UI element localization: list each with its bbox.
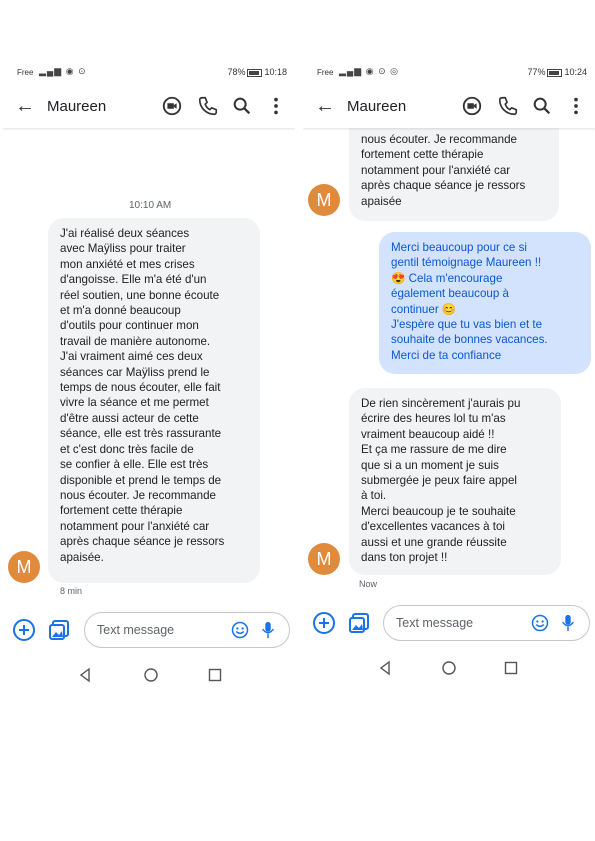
status-right bbox=[227, 67, 287, 77]
message-line: 😍 Cela m'encourage bbox=[391, 271, 503, 285]
message-line: après chaque séance je ressors bbox=[60, 535, 225, 549]
message-line: continuer 😊 bbox=[391, 302, 457, 316]
phone-icon[interactable] bbox=[197, 95, 219, 117]
message-line: notamment pour l'anxiété car bbox=[361, 163, 511, 177]
search-icon[interactable] bbox=[531, 95, 553, 117]
incoming-message-bubble[interactable] bbox=[349, 388, 561, 575]
message-line: vraiment beaucoup aidé !! bbox=[361, 427, 495, 441]
message-line: J'ai vraiment aimé ces deux bbox=[60, 350, 203, 364]
message-line: Merci beaucoup pour ce si bbox=[391, 241, 527, 254]
more-options-icon[interactable] bbox=[565, 95, 587, 117]
more-options-icon[interactable] bbox=[265, 95, 287, 117]
right-screenshot bbox=[303, 58, 595, 698]
message-line: mon anxiété et mes crises bbox=[60, 257, 195, 271]
battery-percent: 78% bbox=[227, 67, 246, 77]
message-line: apaisée bbox=[361, 194, 402, 208]
system-nav-bar bbox=[303, 657, 595, 681]
message-line: réel soutien, une bonne écoute bbox=[60, 288, 220, 302]
message-line: et c'est donc très facile de bbox=[60, 442, 194, 456]
gallery-icon[interactable] bbox=[347, 611, 371, 635]
message-line: fortement cette thérapie bbox=[60, 504, 183, 518]
battery-icon bbox=[547, 69, 562, 77]
outgoing-message-bubble[interactable] bbox=[379, 232, 591, 374]
phone-icon[interactable] bbox=[497, 95, 519, 117]
message-time-now: Now bbox=[359, 579, 378, 589]
microphone-icon[interactable] bbox=[261, 621, 275, 639]
top-app-bar bbox=[3, 86, 295, 128]
search-icon[interactable] bbox=[231, 95, 253, 117]
message-line: dans ton projet !! bbox=[361, 551, 448, 565]
incoming-message-bubble[interactable] bbox=[48, 218, 260, 583]
message-line: Merci beaucoup je te souhaite bbox=[361, 504, 516, 518]
battery-icon bbox=[247, 69, 262, 77]
add-icon[interactable] bbox=[12, 618, 36, 642]
message-line: d'excellentes vacances à toi bbox=[361, 520, 505, 534]
avatar[interactable]: M bbox=[308, 184, 340, 216]
avatar[interactable]: M bbox=[308, 543, 340, 575]
clock: 10:18 bbox=[264, 67, 287, 77]
message-line: d'être aussi acteur de cette bbox=[60, 411, 199, 425]
message-line: également beaucoup à bbox=[391, 287, 509, 301]
message-line: écrire des heures lol tu m'as bbox=[361, 412, 506, 426]
message-line: d'angoisse. Elle m'a été d'un bbox=[60, 273, 207, 287]
system-nav-bar bbox=[3, 664, 295, 688]
message-line: séance, elle est très rassurante bbox=[60, 427, 222, 441]
gallery-icon[interactable] bbox=[47, 618, 71, 642]
add-icon[interactable] bbox=[312, 611, 336, 635]
clock: 10:24 bbox=[564, 67, 587, 77]
message-line: De rien sincèrement j'aurais pu bbox=[361, 397, 521, 410]
contact-name: Maureen bbox=[47, 98, 107, 115]
message-line: submergée je peux faire appel bbox=[361, 474, 517, 488]
message-line: nous écouter. Je recommande bbox=[361, 133, 517, 146]
message-line: souhaite de bonnes vacances. bbox=[391, 333, 548, 347]
message-line: Et ça me rassure de me dire bbox=[361, 443, 507, 457]
carrier-label: Free bbox=[317, 68, 334, 77]
compose-bar bbox=[303, 601, 595, 645]
message-line: J'ai réalisé deux séances bbox=[60, 227, 190, 240]
nav-home-icon[interactable] bbox=[143, 667, 159, 683]
message-line: notamment pour l'anxiété car bbox=[60, 519, 210, 533]
message-line: travail de manière autonome. bbox=[60, 334, 211, 348]
nav-recents-icon[interactable] bbox=[207, 667, 223, 683]
message-line: séances car Maÿliss prend le bbox=[60, 365, 210, 379]
video-call-icon[interactable] bbox=[461, 95, 483, 117]
message-line: gentil témoignage Maureen !! bbox=[391, 256, 542, 270]
message-input-placeholder: Text message bbox=[97, 623, 175, 637]
message-list bbox=[3, 128, 295, 618]
message-line: avec Maÿliss pour traiter bbox=[60, 242, 186, 256]
message-line: d'outils pour continuer mon bbox=[60, 319, 199, 333]
message-line: temps de nous écouter, elle fait bbox=[60, 381, 221, 395]
contact-name: Maureen bbox=[347, 98, 407, 115]
message-line: aussi et une grande réussite bbox=[361, 535, 507, 549]
status-bar bbox=[303, 58, 595, 84]
message-line: nous écouter. Je recommande bbox=[60, 488, 216, 502]
compose-bar bbox=[3, 608, 295, 652]
message-line: se confier à elle. Elle est très bbox=[60, 458, 209, 472]
message-line: fortement cette thérapie bbox=[361, 148, 484, 162]
status-right bbox=[527, 67, 587, 77]
back-arrow-icon[interactable]: ← bbox=[15, 95, 35, 117]
message-timestamp: 10:10 AM bbox=[129, 200, 172, 211]
microphone-icon[interactable] bbox=[561, 614, 575, 632]
signal-icons: ▂▄▆ ◉ ⊙ ◎ bbox=[339, 66, 399, 76]
battery-percent: 77% bbox=[527, 67, 546, 77]
message-time-ago: 8 min bbox=[60, 586, 83, 596]
status-bar bbox=[3, 58, 295, 84]
top-app-bar bbox=[303, 86, 595, 128]
signal-icons: ▂▄▆ ◉ ⊙ bbox=[39, 66, 87, 76]
video-call-icon[interactable] bbox=[161, 95, 183, 117]
nav-home-icon[interactable] bbox=[441, 660, 457, 676]
nav-back-icon[interactable] bbox=[77, 667, 93, 683]
incoming-message-bubble-partial[interactable] bbox=[349, 112, 559, 221]
carrier-label: Free bbox=[17, 68, 34, 77]
message-line: après chaque séance je ressors bbox=[361, 179, 526, 193]
emoji-icon[interactable] bbox=[531, 614, 549, 632]
message-line: vivre la séance et me permet bbox=[60, 396, 209, 410]
avatar[interactable]: M bbox=[8, 551, 40, 583]
message-line: Merci de ta confiance bbox=[391, 348, 502, 362]
message-line: disponible et prend le temps de bbox=[60, 473, 222, 487]
nav-back-icon[interactable] bbox=[377, 660, 393, 676]
message-line: à toi. bbox=[361, 489, 387, 503]
message-input[interactable] bbox=[383, 605, 590, 641]
left-screenshot bbox=[3, 58, 295, 698]
message-input[interactable] bbox=[84, 612, 290, 648]
message-list bbox=[303, 128, 595, 618]
message-line: et m'a donné beaucoup bbox=[60, 304, 181, 318]
message-line: apaisée. bbox=[60, 550, 104, 564]
back-arrow-icon[interactable]: ← bbox=[315, 95, 335, 117]
message-line: que si a un moment je suis bbox=[361, 458, 499, 472]
message-line: J'espère que tu vas bien et te bbox=[391, 318, 543, 332]
nav-recents-icon[interactable] bbox=[503, 660, 519, 676]
message-input-placeholder: Text message bbox=[396, 616, 474, 630]
emoji-icon[interactable] bbox=[231, 621, 249, 639]
